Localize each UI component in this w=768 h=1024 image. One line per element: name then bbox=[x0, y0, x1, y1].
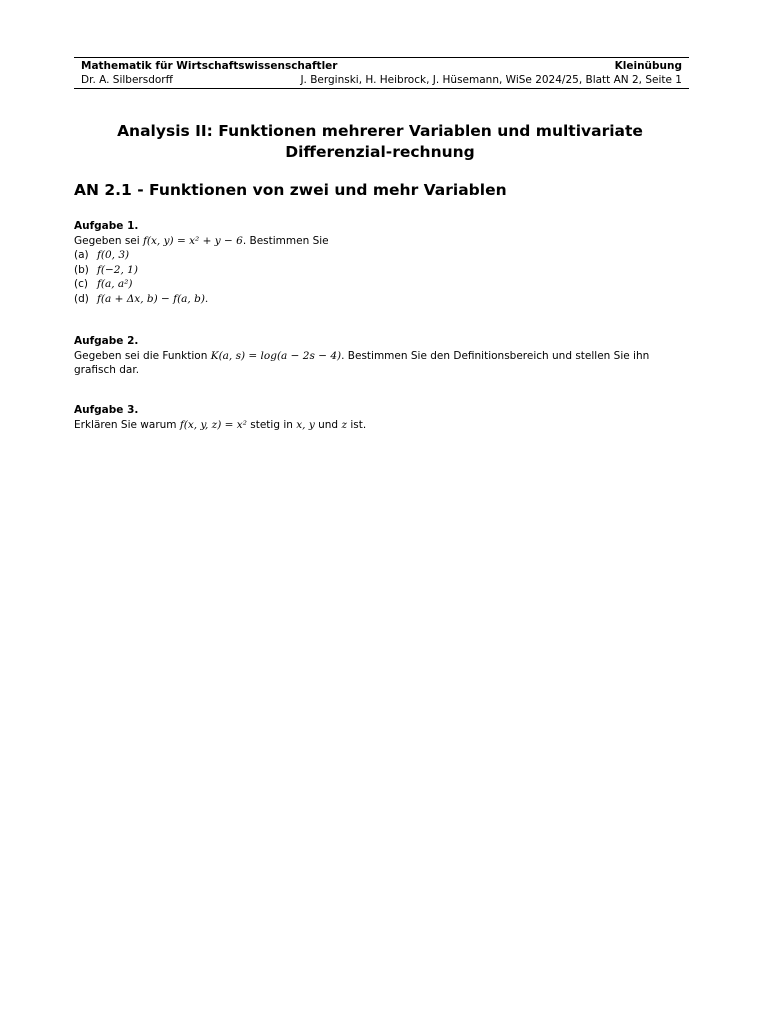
header-row-1 bbox=[81, 59, 682, 73]
item-math: f(−2, 1) bbox=[97, 263, 138, 276]
task-3-text-mid: stetig in bbox=[250, 418, 293, 431]
task-3-text bbox=[74, 418, 694, 433]
task-3-function: f(x, y, z) = x² bbox=[179, 418, 247, 431]
task-2-text-end: . Bestimmen Sie den Definitionsbereich und stellen Sie ihn grafisch dar. bbox=[74, 349, 650, 376]
task-1-heading: Aufgabe 1. bbox=[74, 220, 139, 232]
item-label: (d) bbox=[74, 292, 89, 305]
task-2-heading: Aufgabe 2. bbox=[74, 335, 139, 347]
task-3-text-start: Erklären Sie warum bbox=[74, 418, 177, 431]
task-3-heading: Aufgabe 3. bbox=[74, 404, 139, 416]
item-math: f(a, a²) bbox=[97, 278, 133, 290]
lecturer-name: Dr. A. Silbersdorff bbox=[81, 74, 173, 86]
course-name: Mathematik für Wirtschaftswissenschaftler bbox=[81, 60, 338, 72]
task-1-intro bbox=[74, 234, 694, 249]
task-3 bbox=[74, 403, 694, 432]
task-1-function: f(x, y) = x² + y − 6 bbox=[143, 234, 243, 247]
task-1-intro-end: . Bestimmen Sie bbox=[242, 234, 329, 247]
exercise-type: Kleinübung bbox=[614, 60, 682, 72]
task-3-text-end: ist. bbox=[350, 418, 367, 431]
page-header bbox=[74, 57, 689, 89]
task-1-item-c bbox=[74, 277, 694, 292]
item-label: (a) bbox=[74, 249, 89, 261]
header-row-2 bbox=[81, 73, 682, 87]
task-3-text-und: und bbox=[318, 418, 339, 431]
task-2-function: K(a, s) = log(a − 2s − 4) bbox=[210, 349, 342, 362]
item-label: (c) bbox=[74, 278, 88, 290]
task-3-variable-z: z bbox=[341, 418, 347, 431]
task-1-item-a bbox=[74, 248, 694, 263]
task-1-intro-text: Gegeben sei bbox=[74, 234, 140, 247]
task-2 bbox=[74, 334, 694, 378]
sheet-info: J. Berginski, H. Heibrock, J. Hüsemann, WiSe 2024/25, Blatt AN 2, Seite 1 bbox=[300, 74, 682, 86]
task-1-item-b bbox=[74, 263, 694, 278]
section-heading: AN 2.1 - Funktionen von zwei und mehr Variablen bbox=[74, 181, 507, 199]
document-title: Analysis II: Funktionen mehrerer Variablen und multivariate Differenzial-rechnung bbox=[117, 122, 643, 161]
task-3-variables: x, y bbox=[296, 418, 315, 431]
item-math: f(a + Δx, b) − f(a, b). bbox=[97, 292, 209, 305]
task-1-item-d bbox=[74, 292, 694, 307]
task-1 bbox=[74, 219, 694, 306]
item-math: f(0, 3) bbox=[97, 249, 130, 261]
task-2-text-start: Gegeben sei die Funktion bbox=[74, 349, 208, 362]
task-2-text bbox=[74, 349, 694, 378]
item-label: (b) bbox=[74, 263, 89, 276]
